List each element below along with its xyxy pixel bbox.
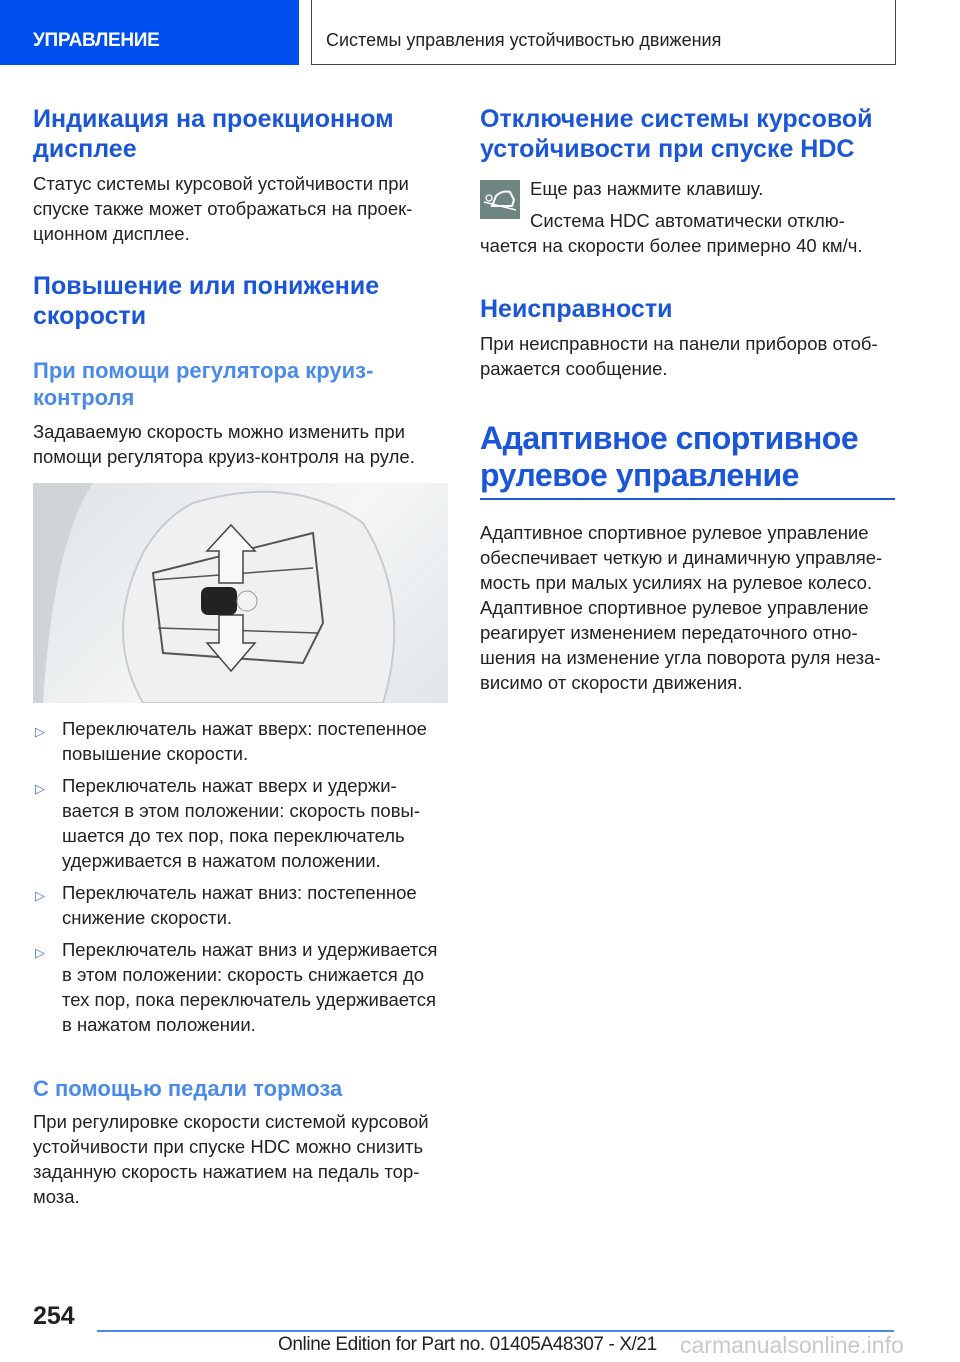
heading-speed — [33, 271, 379, 331]
text-line: Отключение системы курсовой — [480, 105, 873, 133]
heading-cruise — [33, 357, 373, 411]
section-title: УПРАВЛЕНИЕ — [33, 30, 160, 51]
text-line: При помощи регулятора круиз- — [33, 358, 374, 383]
watermark: carmanualsonline.info — [680, 1332, 904, 1358]
text-line: заданную скорость нажатием на педаль тор- — [33, 1161, 420, 1182]
text-line: повышение скорости. — [62, 743, 249, 764]
text-line: Еще раз нажмите клавишу. — [530, 178, 764, 199]
text-line: тех пор, пока переключатель удерживается — [62, 989, 436, 1010]
text-line: в нажатом положении. — [62, 1014, 256, 1035]
text-line: Переключатель нажат вниз: постепенное — [62, 882, 417, 903]
text-line: Повышение или понижение — [33, 272, 380, 300]
text-line: снижение скорости. — [62, 907, 233, 928]
heading-adaptive-steering — [480, 420, 895, 500]
page-number: 254 — [33, 1302, 75, 1330]
chapter-box — [311, 0, 896, 65]
text-line: ционном дисплее. — [33, 223, 190, 244]
triangle-right-icon: ▷ — [35, 945, 45, 960]
bullet-item — [33, 716, 453, 766]
paragraph-cruise — [33, 419, 415, 469]
text-line: Статус системы курсовой устойчивости при — [33, 173, 409, 194]
paragraph-faults — [480, 331, 878, 381]
text-line: ражается сообщение. — [480, 358, 668, 379]
text-line: моза. — [33, 1186, 80, 1207]
text-line: Переключатель нажат вниз и удерживается — [62, 939, 438, 960]
text-line: мость при малых усилиях на рулевое колесо. — [480, 572, 873, 593]
paragraph-hdc-off-1 — [530, 176, 763, 201]
bullet-list — [33, 716, 453, 1044]
text-line: висимо от скорости движения. — [480, 672, 743, 693]
text-line: Адаптивное спортивное рулевое управление — [480, 522, 869, 543]
heading-hdc-off — [480, 104, 873, 164]
text-line: Переключатель нажат вверх и удержи- — [62, 775, 397, 796]
hdc-car-descent-icon — [480, 180, 520, 219]
heading-brake — [33, 1075, 342, 1102]
section-tab — [0, 0, 299, 65]
text-line: рулевое управление — [480, 457, 799, 493]
text-line: удерживается в нажатом положении. — [62, 850, 381, 871]
bullet-item — [33, 937, 453, 1037]
heading-display — [33, 104, 394, 164]
text-line: скорости — [33, 302, 147, 330]
text-line: дисплее — [33, 135, 137, 163]
text-line: устойчивости при спуске HDC — [480, 135, 855, 163]
text-line: вается в этом положении: скорость повы- — [62, 800, 420, 821]
text-line: шения на изменение угла поворота руля неза- — [480, 647, 881, 668]
text-line: Индикация на проекционном — [33, 105, 394, 133]
text-line: устойчивости при спуске HDC можно снизить — [33, 1136, 424, 1157]
edition-note: Online Edition for Part no. 01405A48307 - X/21 — [278, 1334, 657, 1355]
paragraph-hdc-off-3 — [480, 233, 863, 258]
text-line: Адаптивное спортивное — [480, 420, 859, 456]
bullet-item — [33, 880, 453, 930]
text-line: Неисправности — [480, 295, 673, 323]
triangle-right-icon: ▷ — [35, 724, 45, 739]
text-line: шается до тех пор, пока переключатель — [62, 825, 405, 846]
paragraph-hdc-off-2 — [530, 208, 845, 233]
text-line: помощи регулятора круиз-контроля на руле. — [33, 446, 415, 467]
triangle-right-icon: ▷ — [35, 781, 45, 796]
text-line: контроля — [33, 385, 135, 410]
text-line: При регулировке скорости системой курсовой — [33, 1111, 429, 1132]
steering-wheel-cruise-control-image — [33, 483, 448, 703]
text-line: спуске также может отображаться на проек- — [33, 198, 413, 219]
text-line: реагирует изменением передаточного отно- — [480, 622, 858, 643]
text-line: чается на скорости более примерно 40 км/ч. — [480, 235, 863, 256]
text-line: в этом положении: скорость снижается до — [62, 964, 425, 985]
text-line: С помощью педали тормоза — [33, 1076, 343, 1101]
paragraph-brake — [33, 1109, 429, 1209]
text-line: Переключатель нажат вверх: постепенное — [62, 718, 427, 739]
text-line: Задаваемую скорость можно изменить при — [33, 421, 405, 442]
paragraph-adaptive-steering — [480, 520, 882, 695]
chapter-title: Системы управления устойчивостью движения — [326, 30, 722, 50]
text-line: Система HDC автоматически отклю- — [530, 210, 845, 231]
bullet-item — [33, 773, 453, 873]
text-line: При неисправности на панели приборов отоб- — [480, 333, 878, 354]
triangle-right-icon: ▷ — [35, 888, 45, 903]
heading-faults — [480, 294, 672, 324]
paragraph-display — [33, 171, 412, 246]
text-line: обеспечивает четкую и динамичную управляе- — [480, 547, 883, 568]
text-line: Адаптивное спортивное рулевое управление — [480, 597, 869, 618]
